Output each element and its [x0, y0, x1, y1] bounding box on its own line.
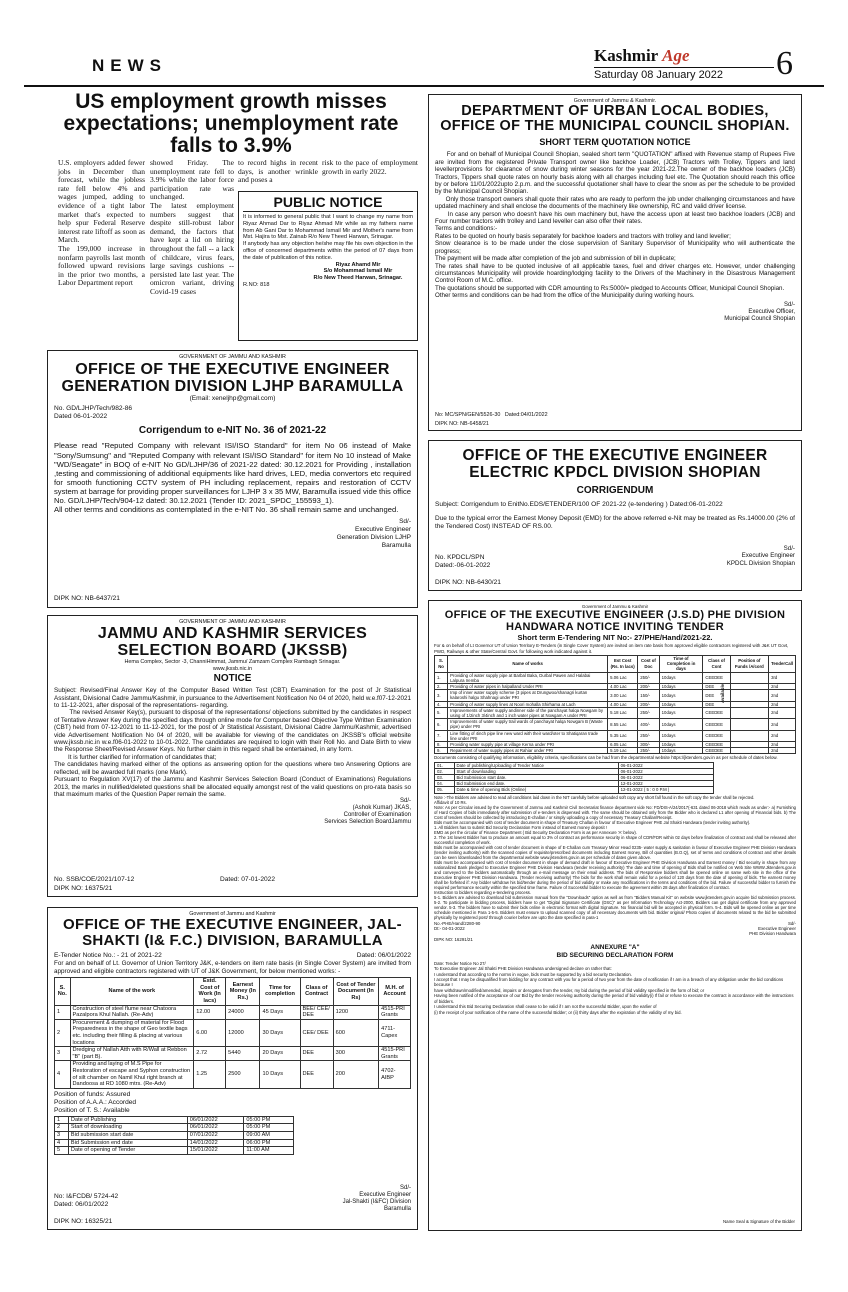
phe-doc-note: Documents consisting of qualifying information, eligibility criteria, specifications can be had from the departmental website https://jktenders.gov.in as per schedule of dates below.	[434, 755, 778, 761]
table-cell: 10days	[659, 683, 703, 689]
table-cell: 1200	[333, 1005, 379, 1019]
jkssb-notice	[47, 615, 418, 897]
table-cell: DEE	[300, 1047, 333, 1061]
table-cell: 06-01-2022	[618, 762, 713, 768]
table-cell: Start of downloading	[454, 768, 618, 774]
table-cell: 3.	[435, 690, 448, 701]
shopian-subject: SHORT TERM QUOTATION NOTICE	[539, 137, 691, 148]
table-header-cell: M.H. of Account	[379, 978, 411, 1005]
kpdcl-body: Due to the typical error the Earnest Money Deposit (EMD) for the above referred e-Nit may be treated as Rs.14000.00 (2% of the Tendered Cost) INSTEAD OF RS.00.	[435, 515, 797, 530]
jalshakti-signature: Sd/- Executive Engineer Jal-Shakti (I&FC) Division Baramulla	[342, 1185, 411, 1212]
public-notice-title: PUBLIC NOTICE	[243, 194, 413, 212]
jalshakti-schedule-table	[54, 1116, 294, 1155]
table-cell: 8.55 Lac	[608, 719, 638, 730]
table-cell: 2nd	[769, 690, 796, 701]
jalshakti-nit-row: E-Tender Notice No.: - 21 of 2021-22 Dated: 06/01/2022	[54, 952, 411, 960]
kpdcl-dipk: DIPK NO: NB-6430/21	[435, 579, 501, 586]
ljhp-title: OFFICE OF THE EXECUTIVE ENGINEER GENERATION DIVISION LJHP BARAMULLA	[61, 361, 404, 396]
table-cell: 15/01/2022	[187, 1147, 244, 1155]
phe-annexure-title: ANNEXURE "A"	[590, 943, 640, 951]
table-cell: 1.	[435, 672, 448, 683]
schedule-row	[435, 787, 714, 793]
table-cell: Bid Submission end date.	[454, 781, 618, 787]
table-cell: 10days	[659, 748, 703, 754]
section-label: NEWS	[92, 56, 167, 75]
table-cell: 1	[55, 1116, 69, 1124]
masthead	[594, 47, 774, 81]
table-cell: 10days	[659, 701, 703, 707]
schedule-row	[55, 1116, 294, 1124]
works-row	[55, 1005, 411, 1019]
jalshakti-intro: For and on behalf of Lt. Governor of Union Territory J&K, e-tenders on item rate basis (in Single Cover System) are invited from approved and eligible contractors registered with UT of J&K Government, for below mentioned works: -	[54, 960, 413, 975]
table-cell: Bid Submission start date.	[454, 775, 618, 781]
table-cell: 5.19 Lac	[608, 748, 638, 754]
phe-annexure-body: Date: Tender Notice No 27/ To Executive Engineer Jal Shakti PHE Division Handwara undersigned declare on rather that: I understand that according to the norms in vogue, bids must be supported by a bid security Declaration. I accept that I may be disqualified from bidding for any contract with you for a period of two year from the date of notification if I am in a breach of any obligation under the bid conditions because I have withdrawn/modified/amended, impairs or derogates from the tender, my bid during the period of bid validity specified in the form of bid; or Having been notified of the acceptance of our Bid by the tender receiving authority during the period of bid validity(i) If fail or refuse to execute the contract in accordance with the instructions of bidders. I understand this Bid Securing Declaration shall cease to be valid if I am not the successful Bidder, upon the earlier of (i) the receipt of your notification of the name of the successful Bidder; or (ii) thirty days after the expiration of the validity of my bid.	[434, 960, 794, 1015]
table-cell: 12.00	[194, 1005, 226, 1019]
table-cell: CEEDEE	[703, 672, 730, 683]
table-cell: 5.06 Lac	[608, 672, 638, 683]
table-cell: 2nd	[769, 701, 796, 707]
table-header-cell: Class of Contract	[300, 978, 333, 1005]
jkssb-address: Hema Complex, Sector -3, ChanniHimmat, Jammu/ Zamzam Complex Rambagh Srinagar.	[124, 659, 341, 666]
table-cell: 2500	[226, 1061, 260, 1088]
table-cell: 200/-	[638, 701, 659, 707]
works-row	[435, 672, 796, 683]
table-cell: 14/01/2022	[187, 1139, 244, 1147]
table-cell: 10days	[659, 672, 703, 683]
table-cell: 10days	[659, 741, 703, 747]
jkssb-dipk: DIPK NO: 16375/21	[54, 885, 113, 892]
table-cell: 400/-	[638, 719, 659, 730]
table-cell: 05:00 PM	[244, 1124, 294, 1132]
jalshakti-tender-notice	[47, 907, 418, 1230]
table-cell: Start of downloading	[68, 1124, 187, 1132]
phe-schedule-table	[434, 762, 714, 794]
schedule-row	[55, 1139, 294, 1147]
table-cell: CEEDEE	[703, 748, 730, 754]
table-cell: 2.72	[194, 1047, 226, 1061]
table-cell: 2	[55, 1019, 71, 1046]
kpdcl-signature: Sd/- Executive Engineer KPDCL Division Shopian	[726, 545, 795, 567]
table-cell: 10 Days	[260, 1061, 300, 1088]
jkssb-ref: No. SSB/COE/2021/107-12	[54, 876, 135, 883]
table-cell: Imp of inner water supply scheme (3 pipes at Drungwoo/shanagri kurtan kalaroshi halgu Shahnagi under PRI	[448, 690, 608, 701]
table-cell: CEEDEE	[703, 730, 730, 741]
table-cell: 4515-PRI Grants	[379, 1047, 411, 1061]
table-cell: 03.	[435, 775, 455, 781]
table-cell: Procurement & dumping of material for Flood Preparedness in the shape of Geo textile bags etc. including their filling & placing at various locations	[70, 1019, 194, 1046]
table-cell: 06-01-2022	[618, 775, 713, 781]
table-cell: 2nd	[769, 707, 796, 718]
ljhp-dipk: DIPK NO: NB-6437/21	[54, 595, 120, 602]
kpdcl-subject: Subject: Corrigendum to EnitNo.EDS/ETENDER/100 OF 2021-22 (e-tendering ) Dated:06-01-2022	[435, 501, 723, 508]
story-headline: US employment growth misses expectations; unemployment rate falls to 3.9%	[63, 90, 399, 157]
table-header-cell: Position of Funds /A/cord	[730, 655, 768, 672]
table-cell: Repairment of water supply pipes at Rahiar under PRI	[448, 748, 608, 754]
table-header-cell: Cost of Tender Document (In Rs)	[333, 978, 379, 1005]
phe-ref: No.-PHE/Hand/2280-90 Dt:- 04-01-2022	[434, 920, 481, 931]
table-cell: 4	[55, 1139, 69, 1147]
phe-funds-available: Available	[720, 683, 725, 703]
table-cell: Providing of water supply pipe at Barbal Baka, Durbal Pawen and Halabai Lalpura Iremba	[448, 672, 608, 683]
table-cell: 10days	[659, 730, 703, 741]
works-row	[55, 1047, 411, 1061]
table-cell: Providing and laying of M.S Pipe for Restoration of escape and Syphon construction of silt chamber on Namil Khul right branch at Dandoosa at RD 1080 mtrs. (Re-Adv)	[70, 1061, 194, 1088]
table-cell: 24000	[226, 1005, 260, 1019]
kpdcl-title: OFFICE OF THE EXECUTIVE ENGINEER ELECTRIC KPDCL DIVISION SHOPIAN	[462, 447, 768, 481]
table-cell: 1.25	[194, 1061, 226, 1088]
table-cell: 150/-	[638, 690, 659, 701]
table-cell: 2nd	[769, 683, 796, 689]
table-cell: Providing water supply pipe at village Kerna under PRI	[448, 741, 608, 747]
table-cell: 300	[333, 1047, 379, 1061]
table-cell: 06:00 PM	[244, 1139, 294, 1147]
jalshakti-title: OFFICE OF THE EXECUTIVE ENGINEER, JAL-SHAKTI (I& F.C.) DIVISION, BARAMULLA	[63, 916, 402, 950]
works-row	[435, 730, 796, 741]
phe-intro: For & on behalf of Lt Governor UT of Union Territory E-Tenders (in Single Cover System) are invited on item rate basis from approved eligible contractors registered with J&K UT Govt, PWD, Railways & other State/Central Govt. for following work indicated against it.	[434, 643, 789, 654]
shopian-title: DEPARTMENT OF URBAN LOCAL BODIES, OFFICE OF THE MUNICIPAL COUNCIL SHOPIAN.	[440, 103, 790, 135]
table-cell: CEE/ DEE	[300, 1019, 333, 1046]
schedule-row	[55, 1124, 294, 1132]
jkssb-title: JAMMU AND KASHMIR SERVICES SELECTION BOARD (JKSSB)	[97, 625, 368, 660]
ljhp-signature: Sd/- Executive Engineer Generation Division LJHP Baramulla	[336, 518, 411, 549]
ljhp-subject: Corrigendum to e-NIT No. 36 of 2021-22	[138, 425, 327, 437]
story-column-4: risk to the pace of employment growth in early 2022.	[322, 158, 418, 176]
public-notice	[238, 191, 418, 341]
table-cell: 4.00 Lac	[608, 701, 638, 707]
phe-handwara-tender-notice	[428, 600, 802, 1231]
table-cell: 6.	[435, 719, 448, 730]
table-cell: CEEDEE	[703, 719, 730, 730]
table-cell: Date of opening of Tender	[68, 1147, 187, 1155]
table-cell: 10days	[659, 690, 703, 701]
phe-works-table-wrap	[434, 655, 796, 754]
table-cell: 4702-AIBP	[379, 1061, 411, 1088]
table-cell: 10days	[659, 707, 703, 718]
masthead-logo: Kashmir Age	[594, 46, 690, 65]
table-cell: CEEDEE	[703, 741, 730, 747]
jkssb-body: Subject: Revised/Final Answer Key of the Computer Based Written Test (CBT) Examination for the post of Jr Statistical Assistant, Divisional Cadre Jammu/Kashmir, in pursuance to the Advertisement Notification No 04 of 2020, held w.e.f07-12-2021 to 11-12-2021, after disposal of the representations- regarding. The revised Answer Key(s), pursuant to disposal of the representations/ objections submitted by the candidates in respect of Tentative Answer Key during the specified days through online mode for Computer based Objective Type Written Examination (CBT) held from 07-12-2021 to 11-12-2021, for the post of Jr Statistical Assistant, Divisional Cadre Jammu/Kashmir, advertised vide Advertisement Notification No 04 of 2020, will be available for viewing of the candidates on JKSSB's official website www.jkssb.nic.in w.e.f06-01-2022 to 10-01-2022. The candidates are required to login with their Roll No. and Date Birth to view the Response Sheet/Revised Answer Keys. No further claim in this regard shall be entertained, in any form. It is further clarified for information of candidates that; The candidates having marked either of the options as answering option for the questions where two Answering Options are reflected, will be awarded full marks (one Mark). Pursuant to Regulation XV(17) of the Jammu and Kashmir Services Selection Board (Conduct of Examinations) Regulations 2013, the marks in nullified/deleted questions shall be allocated equally amongst rest of the valid questions on pro-rata basis so that maximum marks of the Question Paper remain the same.	[54, 687, 412, 798]
table-cell: 8.	[435, 741, 448, 747]
jalshakti-dipk: DIPK NO: 16325/21	[54, 1218, 113, 1225]
table-cell: 06/01/2022	[187, 1116, 244, 1124]
table-cell: 04.	[435, 781, 455, 787]
table-cell: 2.	[435, 683, 448, 689]
phe-annexure-signature: Name Seal & Signature of the Bidder	[723, 1218, 795, 1224]
table-header-cell: Name of works	[448, 655, 608, 672]
table-cell: Providing of water pipes in halpalland Under PRI	[448, 683, 608, 689]
table-header-cell: Est Cost (Rs. In lacs)	[608, 655, 638, 672]
jalshakti-works-table	[54, 977, 411, 1089]
works-row	[435, 707, 796, 718]
table-cell: 5	[55, 1147, 69, 1155]
jalshakti-funds: Position of funds: Assured Position of A.A.A.: Accorded Position of T. S.: Available	[54, 1090, 137, 1114]
table-cell: Date of Publishing	[68, 1116, 187, 1124]
table-cell: Date & time of opening Bids (Online)	[454, 787, 618, 793]
issue-date: Saturday 08 January 2022	[594, 67, 774, 81]
table-cell: 5440	[226, 1047, 260, 1061]
table-header-cell: Time for completion	[260, 978, 300, 1005]
table-cell: 3rd	[769, 672, 796, 683]
table-cell: 2nd	[769, 719, 796, 730]
table-cell: 200	[333, 1061, 379, 1088]
table-cell: 3	[55, 1047, 71, 1061]
table-header-cell: Cost of Doc	[638, 655, 659, 672]
table-cell: 5.35 Lac	[608, 730, 638, 741]
table-header-cell: Earnest Money (In Rs.)	[226, 978, 260, 1005]
table-cell	[730, 672, 768, 683]
shopian-body: For and on behalf of Municipal Council Shopian, sealed short term "QUOTATION" affixed with Revenue stamp of Rupees Five are invited from the registered Private Transport owner like backhoe Loader, (JCB) Tractors with Trolley, Tippers and land levellerprovisions for clearance of snow during winter seasons for the year 2021-22.The owner of the backhoe loaders (JCB) Tractors, Tippers shall quote rates on hourly basis along with all charges including fuel etc. The Quotation should reach this office by or before 11/01/2022upto 2.p.m. and the successful quotationer shall have to clear the snow as per the schedule to be provided by the Municipal Council Shopian. Only those transport owners shall quote their rates who are ready to perform the job under challenging circumstances and have updated machinery and shall enclose the documents of the machinery like ownership, RC and valid driver license. In case any person who doesn't have his own machinery but, have the access upon at least two backhoe loaders (JCB) and Four number tractors with trolley and Land leveller can also offer their rates. Terms and conditions:- Rates to be quoted on hourly basis separately for backhoe loaders and tractors with trolley and land leveller; Snow clearance is to be made under the close supervision of Sanitary Supervisor of Municipality who will authenticate the progress; The payment will be made after completion of the job and submission of bill in duplicate; The rates shall have to be quoted inclusive of all applicable taxes, fuel and driver charges etc. However, under challenging circumstances Municipality will provide hoarding/lodging facility to the Drivers of the Machinery in the Disastrous Management Control Room of M.C. office. The quotations should be supported with CDR amounting to Rs:5000/= pledged to Accounts Officer, Municipal Council Shopian. Other terms and conditions can be had from the office of the Municipality during working hours.	[435, 151, 795, 300]
phe-signature: Sd/- Executive Engineer PHE Division Handwara	[749, 920, 796, 937]
shopian-signature: Sd/- Executive Officer, Municipal Council Shopian	[724, 301, 795, 322]
table-cell: 11:00 AM	[244, 1147, 294, 1155]
phe-title: OFFICE OF THE EXECUTIVE ENGINEER (J.S.D) PHE DIVISION HANDWARA NOTICE INVITING TENDER	[444, 609, 786, 634]
shopian-govt: Government of Jammu & Kashmir.	[573, 98, 657, 104]
table-cell: 1	[55, 1005, 71, 1019]
table-cell: Date of publishing/Uploading of Tender Notice	[454, 762, 618, 768]
table-cell: CEEDEE	[703, 707, 730, 718]
works-row	[435, 748, 796, 754]
works-row	[55, 1061, 411, 1088]
table-cell: 250/-	[638, 748, 659, 754]
public-notice-rno: R.NO: 818	[243, 281, 270, 288]
table-cell: 6.00	[194, 1019, 226, 1046]
table-cell: 200/-	[638, 683, 659, 689]
table-header-cell: S. No	[435, 655, 448, 672]
table-cell: 7.	[435, 730, 448, 741]
table-cell: 12-01-2022 ( 5 : 0 0 P.M )	[618, 787, 713, 793]
table-cell: 07/01/2022	[187, 1131, 244, 1139]
table-cell: 250/-	[638, 707, 659, 718]
shopian-quotation-notice	[428, 94, 802, 431]
phe-annexure-subtitle: BID SECURING DECLARATION FORM	[556, 951, 674, 959]
table-header-cell: Name of the work	[70, 978, 194, 1005]
jkssb-govt: GOVERNMENT OF JAMMU AND KASHMIR	[179, 619, 286, 625]
table-cell: DEE	[703, 690, 730, 701]
table-cell: 2nd	[769, 741, 796, 747]
story-column-2: showed Friday. The unemployment rate fell to 3.9% while the labor force participation rate was unchanged. The latest employment numbers suggest that despite still-robust labor demand, the factors that have kept a lid on hiring throughout the fall -- a lack of childcare, virus fears, large savings cushions -- persisted late last year. The omicron variant, driving Covid-19 cases	[150, 158, 234, 296]
works-row	[55, 1019, 411, 1046]
table-cell: DEE	[703, 701, 730, 707]
table-cell: 30 Days	[260, 1019, 300, 1046]
table-cell: 2nd	[769, 730, 796, 741]
header-rule	[24, 85, 824, 87]
table-cell: 4.00 Lac	[608, 683, 638, 689]
table-cell: Improvements of water supply andinner side of the panchayat halqa Nowgam by using of 1/2inch 3/4inch and 1 inch water pipes at Nowgam A under PRI	[448, 707, 608, 718]
jkssb-signature: Sd/- (Ashok Kumar) JKAS, Controller of Examination Services Selection BoardJammu	[324, 798, 411, 826]
table-cell: 300/-	[638, 741, 659, 747]
kpdcl-corrigendum-notice	[428, 440, 802, 591]
table-header-cell: S. No.	[55, 978, 71, 1005]
table-cell: 9.	[435, 748, 448, 754]
jalshakti-ref: No: I&FCDB/ 5724-42 Dated: 06/01/2022	[54, 1193, 119, 1208]
works-row	[435, 690, 796, 701]
table-cell	[730, 748, 768, 754]
public-notice-body: It is informed to general public that I want to change my name from Riyaz Ahmad Dar to Riyaz Ahmad Mir while as my fathers name from Ab Gani Dar to Mohammad Ismail Mir and Mother's name from Mst. Hajira to Mst. Zainab R/o New Theed Harwan, Srinagar. If anybody has any objection he/she may file his own objection in the office of concerned departments within the period of 07 days from the date of publication of this notice.	[243, 214, 413, 261]
table-cell: 05:00 PM	[244, 1116, 294, 1124]
ljhp-govt: GOVERNMENT OF JAMMU AND KASHMIR	[179, 354, 286, 360]
table-cell: 4.	[435, 701, 448, 707]
shopian-dipk: DIPK NO: NB-6458/21	[435, 420, 489, 427]
table-cell: Line fitting of 4inch pipe line new ward with their ward/oter to Shatiqaran trade line under PRI	[448, 730, 608, 741]
phe-govt: Government of Jammu & Kashmir	[581, 604, 649, 609]
table-cell: 250/-	[638, 730, 659, 741]
jkssb-website: www.jkssb.nic.in	[212, 665, 253, 672]
table-cell: 02.	[435, 768, 455, 774]
table-cell: 4515-PRI Grants	[379, 1005, 411, 1019]
table-cell: 01.	[435, 762, 455, 768]
table-header-cell: Class of Cont	[703, 655, 730, 672]
table-cell	[730, 719, 768, 730]
table-cell: BEE/ CEE/ DEE	[300, 1005, 333, 1019]
table-cell: 3	[55, 1131, 69, 1139]
jalshakti-govt: Government of Jammu and Kashmir	[189, 911, 276, 917]
phe-dipk: DIPK NO: 16291/21	[434, 936, 473, 942]
ljhp-email: (Email: xeneljhp@gmail.com)	[189, 395, 276, 403]
schedule-row	[55, 1131, 294, 1139]
table-cell: Providing of water supply lines at Noori mohalla Shirhama at Lach	[448, 701, 608, 707]
table-cell: 12-01-2022	[618, 781, 713, 787]
table-cell: 5.18 Lac	[608, 707, 638, 718]
table-cell: 06-01-2022	[618, 768, 713, 774]
table-cell: 4	[55, 1061, 71, 1088]
table-cell: 05.	[435, 787, 455, 793]
table-cell	[730, 690, 768, 701]
table-cell: DEE	[300, 1061, 333, 1088]
table-cell: 45 Days	[260, 1005, 300, 1019]
kpdcl-ref: No. KPDCL/SPN Dated:-06-01-2022	[435, 554, 491, 569]
phe-works-table	[434, 655, 796, 754]
ljhp-corrigendum-notice	[47, 350, 418, 608]
table-cell: 2nd	[769, 748, 796, 754]
page-number: 6	[776, 45, 793, 82]
public-notice-signatory: Riyaz Ahamd Mir S/o Mohammad Ismail Mir R/o New Theed Harwan, Srinagar.	[313, 261, 403, 282]
table-cell: Bid submission start date	[68, 1131, 187, 1139]
story-column-1: U.S. employers added fewer jobs in December than forecast, while the jobless rate fell below 4% and wages jumped, adding to evidence of a tight labor market that's expected to help spur Federal Reserve interest rate liftoff as soon as March. The 199,000 increase in nonfarm payrolls last month followed upward revisions in the prior two months, a Labor Department report	[58, 158, 145, 288]
table-cell: 250/-	[638, 672, 659, 683]
table-cell: 5.	[435, 707, 448, 718]
table-cell: 4711-Capex	[379, 1019, 411, 1046]
story-column-3: to record highs in recent days, is another wrinkle and poses a	[238, 158, 318, 185]
table-cell: 2	[55, 1124, 69, 1132]
phe-notes: Note :-The Bidders are advised to read all conditions laid down in the NIT carefully before uploaded soft copy any short fall found in the soft copy the tender shall be rejected. Affidavit of 10 Rs. Note: As per Circular issued by the Government of Jammu and Kashmir Civil Secretariat finance department vide No: FD/DIS-A/24/2017(-631 dated 06-2018 which reads as under:- a) Furnishing of Hard Copies of bids immediately after submission of e-tenders is dispensed with. The same should be obtained only from the Bidder who is declared L1 after opening of Financial bids. b) The Cost of tenders should be collected by introducing E-challan / or simply uploading a copy of necessary Treasury Challan/Receipt. Bids must be accompanied with cost of tender document in shape of Treasury Challan in favour of Executive Engineer PHE Jal Shakti Handwara (tender inviting authority). 1. All Bidders has to submit Bid Security Declaration Form instead of Earnest money deposit ! EMD as per the circular of Finance Department ( Bid Security Declaration Form is as per Annexure 'A' below). 2. The 1st lowest Bidder has to produce an amount equal to 3% of contract as performance security in shape of CDR/FDR within 02 days before finalization of contract and shall be released after successful completion of work. Bids must be accompanied with cost of tender document in shape of E-Challan cum Treasury Minor Head 0235- water supply & sanitation in favour of Executive Engineer PHE Division Handwara (tender inviting authority) with the scanned copies of requisite/prescribed documents including Earnest money, Bill of quantities (B.O.Q), set of terms and conditions of contract and other details can be seen /downloaded from the departmental website www.jktenders.gov.in as per schedule of dates given above. Bids must be accompanied with cost of tender document in shape of demand draft in favour of Executive Engineer PHE Division Handwara and Earnest money / Bid security in shape from any nationalized Bank pledged to Executive Engineer PHE Division Handwara (tender receiving authority) The date and time of opening of Bids shall be notified on Web Site WWW.Jktenders.gov.in and conveyed to the bidders automatically through an e-mail message on their email address. The bids of Responsive bidders shall be opened online on same web site in the office of the Executive Engineer PHE Division Handwara. (Tender receiving authority) The bids for the work shall remain valid for a period of 120 days from the date of opening of bids. The earnest money shall be forfeited if: Any bidder withdraw his bid/tender during the period of bid validity or make any modifications in the terms and conditions of the bid. Failure of successful bidder to furnish the required performance security within the specified time frame. Failure of Successful bidder to execute the agreement within 28 days after finalization of contract. Instruction to bidders regarding e-tendering process. 5-1. Bidders are advised to download bid submission manual from the "Downloads" option as well as from "Bidders Manual Kit" on website www.jktenders.gov.in acquire bid submission process. 5-2. To participate in bidding process, bidders have to get "Digital Signature Certificate (DSC)" as per Information Technology Act-2000, Bidders can get digital certificate from any approved vendor. 5-3. The bidders have to submit their bids online in electronic format with digital Signature. No financial bid will be accepted in physical form. 5-4. Bids will be opened online as per time schedule mentioned in Para 1-5-5. Bidders must ensure to upload scanned copy of all necessary documents with bid. Bidder original/ Photo copies of documents related to the bid be submitted physically by registered post/ through courier before are upto the date specified in para-1	[434, 794, 796, 920]
table-cell: Bid Submission end date	[68, 1139, 187, 1147]
works-row	[435, 719, 796, 730]
table-cell	[730, 707, 768, 718]
table-cell: 10days	[659, 719, 703, 730]
ljhp-body: Please read "Reputed Company with relevant ISI/ISO Standard" for item No 06 instead of Make "Sony/Sumsung" and "Reputed Company with relevant ISI/ISO Standard" for item No 10 instead of Make "WD/Seagate" in BOQ of e-NIT No GD/LJHP/36 of 2021-22 dated: 30.12.2021 for Providing , installation ,testing and commissioning of additional equipments like hard drives, LED, media convertors etc required for smooth functioning CCTV system of PH including replacement, repairs and restoration of CCTV system at barrage for providing proper surveillances for LJHP 3 x 35 MW, Baramulla issued vide this office No. GD/LJHP/Tech/904-12 dated: 30.12.2021 (Tender ID: 2021_SPDC_155593_1). All other terms and conditions as contemplated in the e-NIT No. 36 shall remain same and unchanged.	[54, 441, 411, 515]
phe-nit: Short term E-Tendering NIT No:- 27/PHE/Hand/2021-22.	[517, 633, 713, 643]
table-cell	[730, 730, 768, 741]
jkssb-dated: Dated: 07-01-2022	[220, 876, 275, 883]
table-header-cell: Estd. Cost of Work (In lacs)	[194, 978, 226, 1005]
table-cell: 12000	[226, 1019, 260, 1046]
table-cell: 09:00 AM	[244, 1131, 294, 1139]
table-cell: Dredging of Nallah Atth with R/Wall at Rebbon "B" (part B).	[70, 1047, 194, 1061]
table-cell: 6.05 Lac	[608, 741, 638, 747]
schedule-row	[55, 1147, 294, 1155]
table-header-cell: Time of Completion in days	[659, 655, 703, 672]
table-cell: DEE	[703, 683, 730, 689]
table-cell: Construction of steel flume near Chatoora Pazalpora Khul Nallah. (Re-Adv)	[70, 1005, 194, 1019]
table-cell: 06/01/2022	[187, 1124, 244, 1132]
jkssb-subject: NOTICE	[213, 673, 252, 685]
shopian-ref: No: MC/SPN/GEN/5526-30 Dated:04/01/2022	[435, 411, 548, 418]
ljhp-ref: No. GD/LJHP/Tech/982-86 Dated 06-01-2022	[54, 405, 133, 421]
table-cell: 20 Days	[260, 1047, 300, 1061]
table-header-cell: TenderCall	[769, 655, 796, 672]
table-cell: 3.00 Lac	[608, 690, 638, 701]
table-cell: 600	[333, 1019, 379, 1046]
kpdcl-subject-heading: CORRIGENDUM	[576, 485, 654, 496]
table-cell: Improvements of water supply trail wards of panchayat halqa Nowgam B (Waste pipe) under PRI	[448, 719, 608, 730]
phe-footer	[434, 921, 796, 937]
